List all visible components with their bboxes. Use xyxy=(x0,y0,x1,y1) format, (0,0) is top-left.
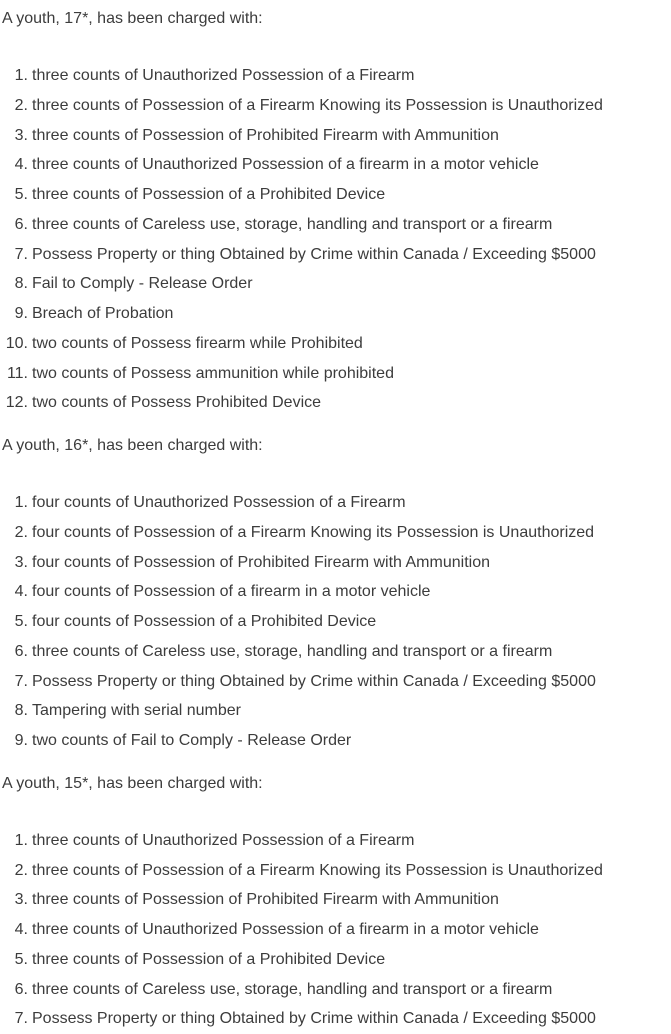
charge-text: three counts of Possession of a Firearm Knowing its Possession is Unauthorized xyxy=(32,96,603,114)
charge-text: three counts of Unauthorized Possession of a Firearm xyxy=(32,831,415,849)
section-intro: A youth, 17*, has been charged with: xyxy=(2,10,263,27)
youth-17-section xyxy=(0,6,671,418)
list-item: 6. three counts of Careless use, storage, handling and transport or a firearm xyxy=(14,215,553,233)
list-item: 8. Tampering with serial number xyxy=(14,702,241,720)
charge-text: Possess Property or thing Obtained by Crime within Canada / Exceeding $5000 xyxy=(32,245,596,263)
charge-text: four counts of Possession of Prohibited Firearm with Ammunition xyxy=(32,553,490,571)
charges-list xyxy=(0,826,671,1034)
charge-text: two counts of Possess firearm while Prohibited xyxy=(32,334,363,352)
charge-text: three counts of Unauthorized Possession of a Firearm xyxy=(32,67,415,84)
list-item: 2. three counts of Possession of a Firearm Knowing its Possession is Unauthorized xyxy=(14,96,603,114)
list-item: 2. four counts of Possession of a Firearm Knowing its Possession is Unauthorized xyxy=(14,523,595,541)
charge-text: four counts of Possession of a Prohibited Device xyxy=(32,613,377,630)
youth-15-section xyxy=(0,771,671,1034)
charge-text: three counts of Unauthorized Possession of a firearm in a motor vehicle xyxy=(32,156,539,174)
charge-text: three counts of Possession of Prohibited Firearm with Ammunition xyxy=(32,126,499,144)
charge-text: Tampering with serial number xyxy=(32,702,241,720)
list-item: 7. Possess Property or thing Obtained by Crime within Canada / Exceeding $5000 xyxy=(14,672,596,690)
charge-text: three counts of Possession of a Prohibited Device xyxy=(32,950,386,968)
list-item: 3. three counts of Possession of Prohibited Firearm with Ammunition xyxy=(14,891,499,909)
charge-text: three counts of Possession of a Firearm Knowing its Possession is Unauthorized xyxy=(32,861,603,879)
charge-text: three counts of Careless use, storage, handling and transport or a firearm xyxy=(32,642,553,660)
list-item: 12. two counts of Possess Prohibited Device xyxy=(5,394,322,412)
list-item: 3. four counts of Possession of Prohibited Firearm with Ammunition xyxy=(14,553,490,571)
list-item: 9. Breach of Probation xyxy=(14,305,174,322)
section-intro: A youth, 15*, has been charged with: xyxy=(2,774,263,792)
charge-text: three counts of Careless use, storage, handling and transport or a firearm xyxy=(32,980,553,998)
list-item: 9. two counts of Fail to Comply - Release Order xyxy=(14,732,352,749)
charge-text: three counts of Careless use, storage, handling and transport or a firearm xyxy=(32,215,553,233)
list-item: 11. two counts of Possess ammunition while prohibited xyxy=(6,364,394,382)
list-item: 5. three counts of Possession of a Prohibited Device xyxy=(14,186,386,203)
list-item: 10. two counts of Possess firearm while Prohibited xyxy=(5,334,363,352)
charges-list xyxy=(0,488,671,756)
list-item: 7. Possess Property or thing Obtained by Crime within Canada / Exceeding $5000 xyxy=(14,1010,596,1028)
charge-text: four counts of Possession of a Firearm Knowing its Possession is Unauthorized xyxy=(32,523,595,541)
list-item: 3. three counts of Possession of Prohibited Firearm with Ammunition xyxy=(14,126,499,144)
charge-text: two counts of Fail to Comply - Release Order xyxy=(32,732,352,749)
charge-text: Fail to Comply - Release Order xyxy=(32,275,253,293)
charge-text: three counts of Possession of a Prohibited Device xyxy=(32,186,386,203)
charge-text: two counts of Possess Prohibited Device xyxy=(32,394,322,412)
youth-16-section xyxy=(0,433,671,756)
list-item: 1. three counts of Unauthorized Possession of a Firearm xyxy=(14,67,415,84)
list-item: 6. three counts of Careless use, storage, handling and transport or a firearm xyxy=(14,980,553,998)
list-item: 1. three counts of Unauthorized Possession of a Firearm xyxy=(14,831,415,849)
charge-text: four counts of Unauthorized Possession of a Firearm xyxy=(32,494,406,511)
charges-list xyxy=(0,61,671,418)
charge-text: Possess Property or thing Obtained by Crime within Canada / Exceeding $5000 xyxy=(32,1010,596,1028)
list-item: 8. Fail to Comply - Release Order xyxy=(14,275,253,293)
list-item: 6. three counts of Careless use, storage, handling and transport or a firearm xyxy=(14,642,553,660)
list-item: 1. four counts of Unauthorized Possession of a Firearm xyxy=(14,494,406,511)
list-item: 5. three counts of Possession of a Prohibited Device xyxy=(14,950,386,968)
list-item: 4. four counts of Possession of a firearm in a motor vehicle xyxy=(14,583,431,601)
charge-text: Possess Property or thing Obtained by Crime within Canada / Exceeding $5000 xyxy=(32,672,596,690)
charge-text: three counts of Unauthorized Possession of a firearm in a motor vehicle xyxy=(32,921,539,938)
section-intro: A youth, 16*, has been charged with: xyxy=(2,437,263,454)
charge-text: two counts of Possess ammunition while prohibited xyxy=(32,364,394,382)
list-item: 4. three counts of Unauthorized Possession of a firearm in a motor vehicle xyxy=(14,921,539,938)
list-item: 5. four counts of Possession of a Prohibited Device xyxy=(14,613,377,630)
list-item: 2. three counts of Possession of a Firearm Knowing its Possession is Unauthorized xyxy=(14,861,603,879)
charge-text: three counts of Possession of Prohibited Firearm with Ammunition xyxy=(32,891,499,909)
charge-text: Breach of Probation xyxy=(32,305,174,322)
list-item: 4. three counts of Unauthorized Possession of a firearm in a motor vehicle xyxy=(14,156,539,174)
list-item: 7. Possess Property or thing Obtained by Crime within Canada / Exceeding $5000 xyxy=(14,245,596,263)
charge-text: four counts of Possession of a firearm in a motor vehicle xyxy=(32,583,431,601)
